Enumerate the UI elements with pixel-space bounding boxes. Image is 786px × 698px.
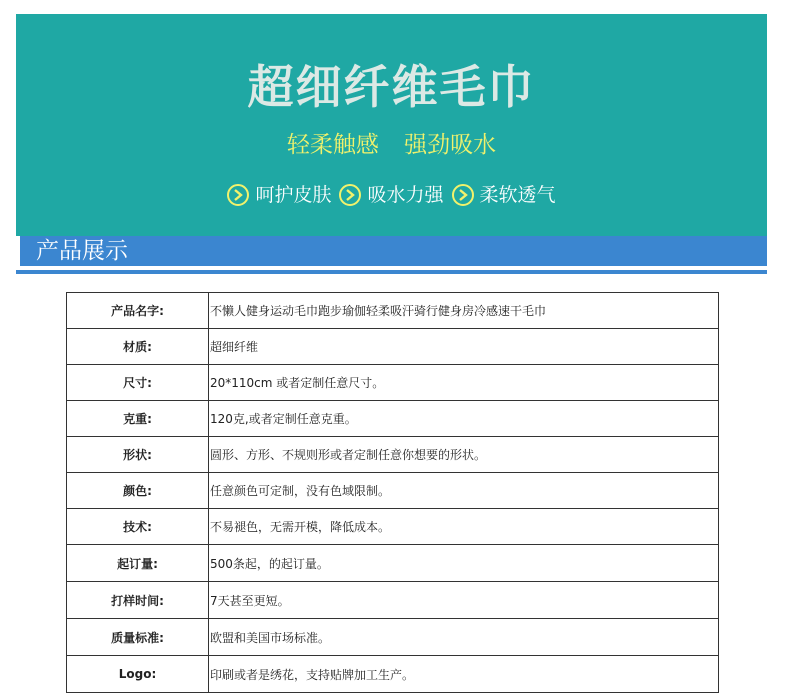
spec-value: 超细纤维 <box>209 329 719 365</box>
arrow-right-icon <box>452 184 474 206</box>
table-row <box>67 401 719 437</box>
section-title: 产品展示 <box>36 238 128 264</box>
table-row <box>67 437 719 473</box>
table-row <box>67 582 719 619</box>
spec-label: Logo: <box>67 656 209 693</box>
section-underline <box>16 270 767 274</box>
spec-label: 克重: <box>67 401 209 437</box>
banner-subtitle: 轻柔触感 强劲吸水 <box>286 132 497 158</box>
spec-value: 500条起，的起订量。 <box>209 545 719 582</box>
feature-label: 柔软透气 <box>479 184 556 206</box>
feature-item <box>339 182 443 208</box>
feature-label: 呵护皮肤 <box>255 184 332 206</box>
section-divider <box>16 236 20 266</box>
spec-value: 120克,或者定制任意克重。 <box>209 401 719 437</box>
feature-item <box>227 182 331 208</box>
spec-label: 材质: <box>67 329 209 365</box>
spec-label: 产品名字: <box>67 293 209 329</box>
spec-value: 20*110cm 或者定制任意尺寸。 <box>209 365 719 401</box>
banner-title: 超细纤维毛巾 <box>247 60 536 114</box>
table-row <box>67 365 719 401</box>
section-header <box>16 236 767 266</box>
spec-label: 起订量: <box>67 545 209 582</box>
spec-value: 任意颜色可定制，没有色域限制。 <box>209 473 719 509</box>
feature-item <box>452 182 556 208</box>
spec-label: 颜色: <box>67 473 209 509</box>
table-row <box>67 293 719 329</box>
table-row <box>67 473 719 509</box>
spec-label: 形状: <box>67 437 209 473</box>
table-row <box>67 619 719 656</box>
spec-value: 7天甚至更短。 <box>209 582 719 619</box>
spec-value: 不懒人健身运动毛巾跑步瑜伽轻柔吸汗骑行健身房冷感速干毛巾 <box>209 293 719 329</box>
feature-label: 吸水力强 <box>367 184 444 206</box>
spec-table <box>66 292 719 693</box>
feature-list <box>16 182 767 208</box>
spec-value: 印刷或者是绣花，支持贴牌加工生产。 <box>209 656 719 693</box>
spec-label: 质量标准: <box>67 619 209 656</box>
table-row <box>67 545 719 582</box>
spec-label: 尺寸: <box>67 365 209 401</box>
spec-label: 打样时间: <box>67 582 209 619</box>
table-row <box>67 656 719 693</box>
table-row <box>67 329 719 365</box>
table-row <box>67 509 719 545</box>
arrow-right-icon <box>339 184 361 206</box>
spec-label: 技术: <box>67 509 209 545</box>
spec-value: 不易褪色，无需开模，降低成本。 <box>209 509 719 545</box>
spec-value: 圆形、方形、不规则形或者定制任意你想要的形状。 <box>209 437 719 473</box>
spec-value: 欧盟和美国市场标准。 <box>209 619 719 656</box>
arrow-right-icon <box>227 184 249 206</box>
hero-banner <box>16 14 767 236</box>
